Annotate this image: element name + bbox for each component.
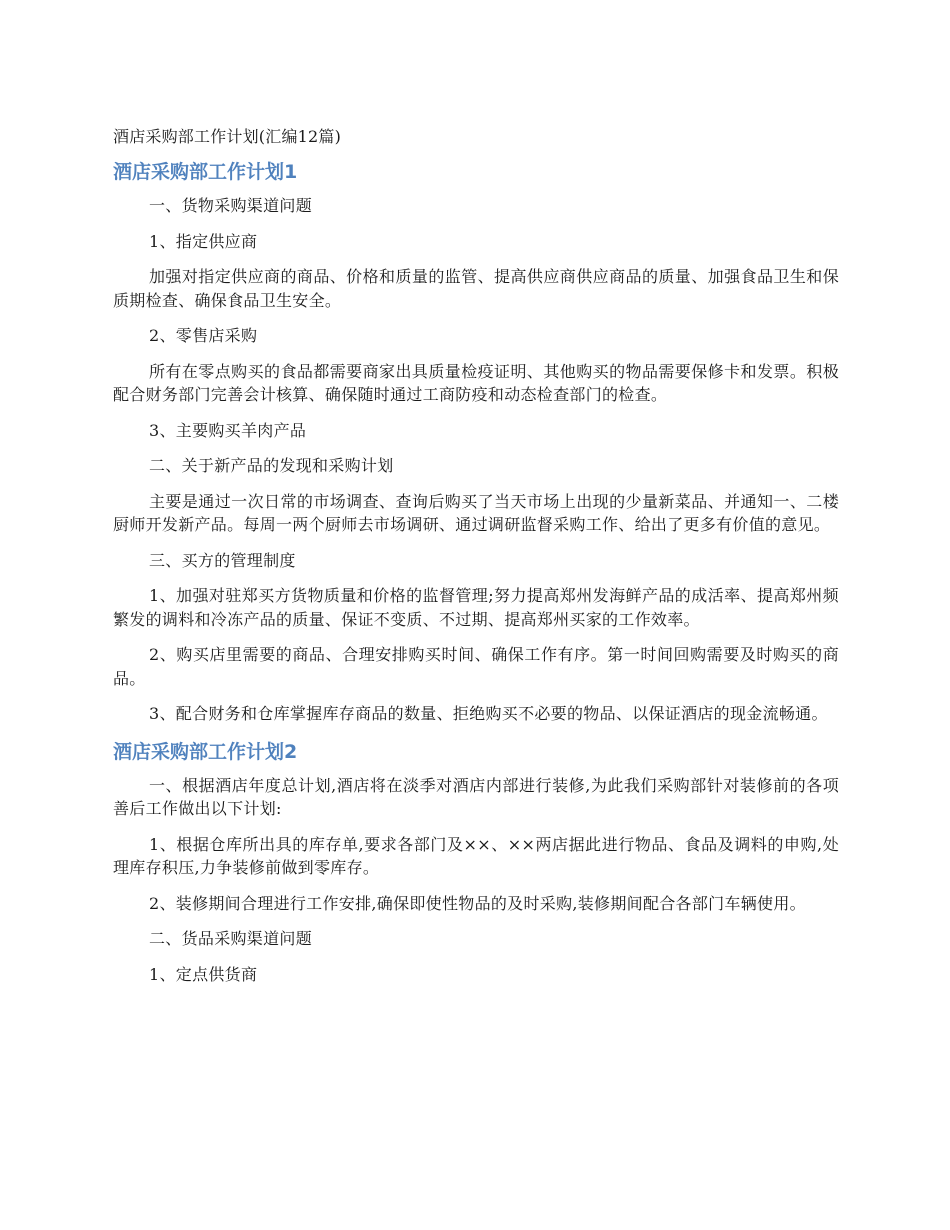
document-page <box>113 124 839 998</box>
paragraph: 1、根据仓库所出具的库存单,要求各部门及××、××两店据此进行物品、食品及调料的申购,处理库存积压,力争装修前做到零库存。 <box>113 834 839 877</box>
section-heading: 酒店采购部工作计划1 <box>113 161 298 183</box>
paragraph: 2、装修期间合理进行工作安排,确保即使性物品的及时采购,装修期间配合各部门车辆使用。 <box>149 893 806 913</box>
document-title: 酒店采购部工作计划(汇编12篇) <box>113 127 342 146</box>
paragraph: 三、买方的管理制度 <box>149 550 296 570</box>
paragraph: 二、关于新产品的发现和采购计划 <box>149 456 394 475</box>
paragraph: 主要是通过一次日常的市场调查、查询后购买了当天市场上出现的少量新菜品、并通知一、二楼厨师开发新产品。每周一两个厨师去市场调研、通过调研监督采购工作、给出了更多有价值的意见。 <box>113 491 839 534</box>
section-heading: 酒店采购部工作计划2 <box>113 740 298 763</box>
paragraph: 一、货物采购渠道问题 <box>149 196 313 215</box>
paragraph: 2、购买店里需要的商品、合理安排购买时间、确保工作有序。第一时间回购需要及时购买的商品。 <box>113 645 839 688</box>
paragraph: 二、货品采购渠道问题 <box>149 929 313 948</box>
paragraph: 1、定点供货商 <box>149 964 258 984</box>
paragraph: 3、主要购买羊肉产品 <box>149 420 307 440</box>
paragraph: 一、根据酒店年度总计划,酒店将在淡季对酒店内部进行装修,为此我们采购部针对装修前的各项善后工作做出以下计划: <box>113 775 839 818</box>
paragraph: 加强对指定供应商的商品、价格和质量的监管、提高供应商供应商品的质量、加强食品卫生和保质期检查、确保食品卫生安全。 <box>113 267 839 310</box>
paragraph: 3、配合财务和仓库掌握库存商品的数量、拒绝购买不必要的物品、以保证酒店的现金流畅通。 <box>149 704 828 723</box>
section-1 <box>113 158 839 726</box>
paragraph: 1、加强对驻郑买方货物质量和价格的监督管理;努力提高郑州发海鲜产品的成活率、提高郑州频繁发的调料和冷冻产品的质量、保证不变质、不过期、提高郑州买家的工作效率。 <box>113 586 839 629</box>
section-2 <box>113 738 839 987</box>
paragraph: 2、零售店采购 <box>149 326 258 345</box>
paragraph: 1、指定供应商 <box>149 231 258 251</box>
paragraph: 所有在零点购买的食品都需要商家出具质量检疫证明、其他购买的物品需要保修卡和发票。积极配合财务部门完善会计核算、确保随时通过工商防疫和动态检查部门的检查。 <box>113 361 839 404</box>
